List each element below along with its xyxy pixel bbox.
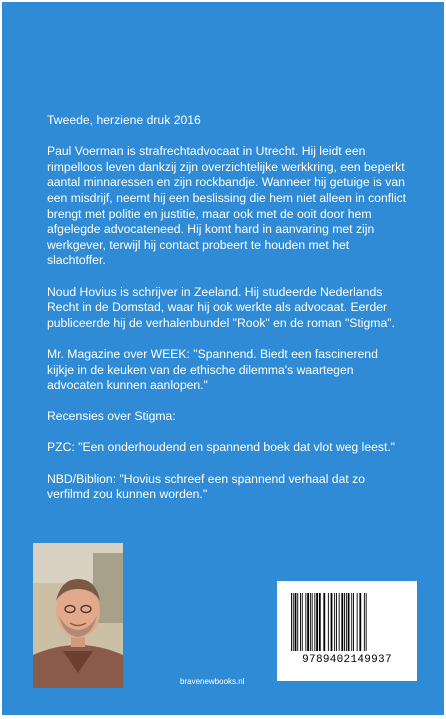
barcode-bar [310, 593, 311, 651]
barcode-bar [323, 593, 325, 651]
back-cover [2, 2, 444, 715]
barcode-bar [328, 593, 329, 651]
barcode-bar [312, 593, 313, 651]
barcode-bar [314, 593, 315, 651]
edition-line: Tweede, herziene druk 2016 [47, 113, 201, 127]
reviews-heading: Recensies over Stigma: [47, 409, 176, 424]
isbn-barcode [277, 581, 417, 681]
barcode-bar [302, 593, 303, 651]
author-portrait-image [33, 543, 123, 688]
barcode-bar [295, 593, 297, 651]
barcode-bar [297, 593, 298, 651]
author-photo [33, 543, 123, 688]
barcode-bar [348, 593, 350, 651]
barcode-bar [353, 593, 354, 651]
barcode-bar [344, 593, 345, 651]
barcode-bar [366, 593, 367, 651]
barcode-bar [334, 593, 335, 651]
barcode-bars [277, 581, 417, 681]
review-quote-nbd: NBD/Biblion: "Hovius schreef een spannend verhaal dat zo verfilmd zou kunnen worden." [47, 471, 365, 502]
review-quote-week: Mr. Magazine over WEEK: "Spannend. Biedt een fascinerend kijkje in de keuken van de ethische dilemma's waartegen advocaten kunnen aanlopen." [47, 346, 378, 393]
author-bio-paragraph: Noud Hovius is schrijver in Zeeland. Hij studeerde Nederlands Recht in de Domstad, waar hij ook werkte als advocaat. Eerder publiceerde hij de verhalenbundel "Rook" en de roman "Stigma". [47, 284, 395, 330]
barcode-bar [339, 593, 340, 651]
barcode-bar [359, 593, 361, 651]
review-quote-pzc: PZC: "Een onderhoudend en spannend boek dat vlot weg leest." [47, 440, 396, 455]
barcode-bar [291, 593, 292, 651]
barcode-bar [346, 593, 347, 651]
barcode-bar [300, 593, 301, 651]
isbn-number: 9789402149937 [302, 654, 392, 666]
barcode-bar [357, 593, 358, 651]
blurb-text [47, 113, 407, 518]
barcode-bar [331, 593, 333, 651]
barcode-bar [341, 593, 343, 651]
barcode-bar [293, 593, 294, 651]
barcode-bar [316, 593, 318, 651]
publisher-url: bravenewbooks.nl [180, 677, 245, 686]
synopsis-paragraph: Paul Voerman is strafrechtadvocaat in Utrecht. Hij leidt een rimpelloos leven dankzij zijn overzichtelijke werkkring, een beperkt aantal minnaressen en zijn rockbandje. Wanneer hij getuige is van een misdrijf, neemt hij een beslissing die hem niet alleen in conflict brengt met politie en justitie, maar ook met de ooit door hem afgelegde advocateneed. Hij komt hard in aanvaring met zijn werkgever, terwijl hij contact probeert te houden met het slachtoffer. [47, 144, 407, 268]
barcode-bar [319, 593, 321, 651]
barcode-bar [307, 593, 309, 651]
barcode-bar [336, 593, 337, 651]
barcode-bar [305, 593, 306, 651]
barcode-bar [351, 593, 352, 651]
barcode-bar [364, 593, 365, 651]
